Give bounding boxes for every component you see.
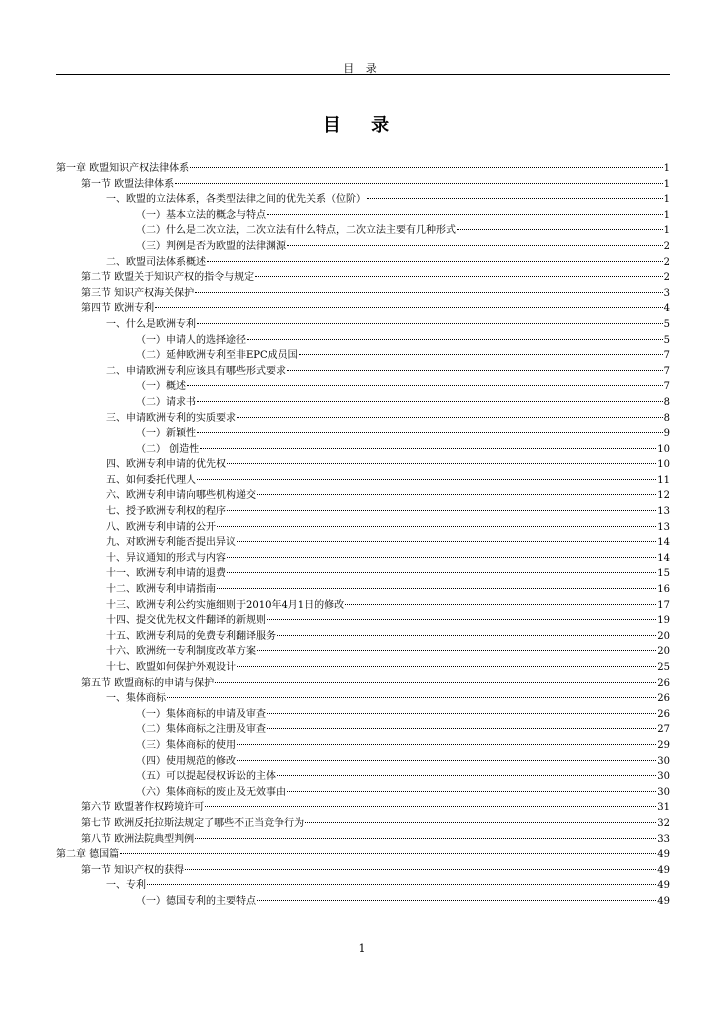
toc-entry-label: 第六节 欧盟著作权跨境许可 <box>81 802 205 814</box>
toc-entry-label: 第五节 欧盟商标的申请与保护 <box>81 677 215 689</box>
toc-entry-page: 29 <box>657 739 670 751</box>
dot-leader <box>197 401 663 402</box>
dot-leader <box>345 604 656 605</box>
running-header: 目 录 <box>343 62 381 75</box>
toc-entry[interactable] <box>56 208 670 224</box>
toc-entry-page: 33 <box>657 833 670 845</box>
toc-entry-page: 25 <box>657 662 670 673</box>
toc-entry-page: 1 <box>663 209 670 221</box>
toc-entry-label: （一）概述 <box>136 381 186 393</box>
toc-entry-page: 1 <box>663 163 670 174</box>
dot-leader <box>457 229 663 230</box>
toc-entry-label: 第八节 欧洲法院典型判例 <box>81 833 195 845</box>
toc-entry-page: 1 <box>663 225 670 237</box>
toc-entry-label: 一、专利 <box>106 880 146 892</box>
toc-entry[interactable] <box>56 582 670 598</box>
toc-entry-label: 第二章 德国篇 <box>56 849 120 861</box>
toc-entry-label: （一）德国专利的主要特点 <box>136 895 256 907</box>
toc-entry[interactable] <box>56 613 670 629</box>
dot-leader <box>217 588 656 589</box>
toc-entry[interactable] <box>56 348 670 364</box>
toc-entry-label: （二） 创造性 <box>136 443 200 455</box>
dot-leader <box>287 791 656 792</box>
toc-entry-page: 10 <box>657 459 670 471</box>
toc-entry[interactable] <box>56 301 670 317</box>
dot-leader <box>227 463 656 464</box>
toc-entry[interactable] <box>56 426 670 442</box>
toc-entry-label: 五、如何委托代理人 <box>106 474 196 486</box>
table-of-contents <box>56 161 670 910</box>
toc-entry-label: 十四、提交优先权文件翻译的新规则 <box>106 615 266 627</box>
toc-entry-page: 11 <box>657 474 670 486</box>
toc-entry[interactable] <box>56 644 670 660</box>
toc-entry[interactable] <box>56 364 670 380</box>
toc-entry-label: 三、申请欧洲专利的实质要求 <box>106 412 236 424</box>
toc-entry-label: 第二节 欧盟关于知识产权的指令与规定 <box>81 272 255 284</box>
toc-entry-page: 49 <box>657 895 670 907</box>
dot-leader <box>299 354 663 355</box>
toc-entry-label: 二、欧盟司法体系概述 <box>106 256 206 268</box>
toc-entry-label: 第一章 欧盟知识产权法律体系 <box>56 163 190 174</box>
toc-entry[interactable] <box>56 333 670 349</box>
toc-entry-page: 4 <box>663 303 670 315</box>
toc-entry[interactable] <box>56 754 670 770</box>
dot-leader <box>195 292 662 293</box>
toc-entry[interactable] <box>56 769 670 785</box>
dot-leader <box>187 385 663 386</box>
dot-leader <box>277 775 656 776</box>
toc-entry-label: 八、欧洲专利申请的公开 <box>106 521 216 533</box>
dot-leader <box>257 650 656 651</box>
dot-leader <box>287 370 663 371</box>
toc-entry-page: 8 <box>663 412 670 424</box>
toc-entry-page: 12 <box>657 490 670 502</box>
toc-entry-label: （五）可以提起侵权诉讼的主体 <box>136 771 276 783</box>
toc-entry[interactable] <box>56 270 670 286</box>
dot-leader <box>257 900 656 901</box>
toc-entry-page: 15 <box>657 568 670 580</box>
toc-entry[interactable] <box>56 878 670 894</box>
toc-entry[interactable] <box>56 177 670 193</box>
toc-entry-label: （一）基本立法的概念与特点 <box>136 209 266 221</box>
toc-entry[interactable] <box>56 457 670 473</box>
toc-entry[interactable] <box>56 442 670 458</box>
toc-entry-label: 第四节 欧洲专利 <box>81 303 155 315</box>
toc-entry[interactable] <box>56 520 670 536</box>
toc-entry-page: 7 <box>663 381 670 393</box>
dot-leader <box>227 572 656 573</box>
toc-entry-page: 2 <box>663 240 670 252</box>
toc-entry-page: 19 <box>657 615 670 627</box>
dot-leader <box>147 884 656 885</box>
toc-entry-page: 14 <box>657 537 670 549</box>
toc-entry[interactable] <box>56 832 670 848</box>
toc-entry[interactable] <box>56 161 670 177</box>
toc-entry[interactable] <box>56 707 670 723</box>
dot-leader <box>195 838 656 839</box>
dot-leader <box>185 869 656 870</box>
dot-leader <box>237 760 656 761</box>
toc-entry-label: 第一节 知识产权的获得 <box>81 864 185 876</box>
dot-leader <box>237 417 663 418</box>
page-title: 目 录 <box>322 115 402 136</box>
toc-entry-label: 四、欧洲专利申请的优先权 <box>106 459 226 471</box>
dot-leader <box>367 198 663 199</box>
toc-entry-page: 1 <box>663 178 670 190</box>
toc-entry-page: 7 <box>663 350 670 362</box>
dot-leader <box>227 557 656 558</box>
toc-entry-page: 5 <box>663 334 670 346</box>
toc-entry-label: （二）什么是二次立法，二次立法有什么特点，二次立法主要有几种形式 <box>136 225 456 237</box>
toc-entry-page: 2 <box>663 256 670 268</box>
toc-entry-label: 十二、欧洲专利申请指南 <box>106 584 216 596</box>
dot-leader <box>247 339 663 340</box>
toc-entry[interactable] <box>56 504 670 520</box>
toc-entry[interactable] <box>56 785 670 801</box>
dot-leader <box>237 541 656 542</box>
toc-entry-label: 十三、欧洲专利公约实施细则于2010年4月1日的修改 <box>106 599 345 611</box>
toc-entry-page: 20 <box>657 630 670 642</box>
dot-leader <box>205 806 656 807</box>
toc-entry[interactable] <box>56 863 670 879</box>
dot-leader <box>257 494 656 495</box>
toc-entry-label: 十六、欧洲统一专利制度改革方案 <box>106 646 256 658</box>
toc-entry-page: 49 <box>657 880 670 892</box>
header-rule <box>56 74 670 75</box>
toc-entry-page: 26 <box>657 677 670 689</box>
dot-leader <box>155 307 662 308</box>
dot-leader <box>197 479 656 480</box>
toc-entry-page: 30 <box>657 771 670 783</box>
toc-entry[interactable] <box>56 738 670 754</box>
toc-entry-label: （六）集体商标的废止及无效事由 <box>136 786 286 798</box>
toc-entry-label: 第三节 知识产权海关保护 <box>81 287 195 299</box>
dot-leader <box>267 728 656 729</box>
dot-leader <box>255 276 662 277</box>
toc-entry-label: 七、授予欧洲专利权的程序 <box>106 506 226 518</box>
toc-entry[interactable] <box>56 411 670 427</box>
toc-entry[interactable] <box>56 894 670 910</box>
toc-entry-page: 16 <box>657 584 670 596</box>
dot-leader <box>277 635 656 636</box>
toc-entry[interactable] <box>56 223 670 239</box>
toc-entry[interactable] <box>56 691 670 707</box>
toc-entry-page: 49 <box>657 849 670 861</box>
toc-entry-page: 5 <box>663 318 670 330</box>
toc-entry-page: 3 <box>663 287 670 299</box>
toc-entry-page: 31 <box>657 802 670 814</box>
toc-entry-label: 第一节 欧盟法律体系 <box>81 178 175 190</box>
dot-leader <box>267 713 656 714</box>
toc-entry-label: 六、欧洲专利申请向哪些机构递交 <box>106 490 256 502</box>
toc-entry[interactable] <box>56 395 670 411</box>
toc-entry-page: 32 <box>657 817 670 829</box>
toc-entry-label: （三）集体商标的使用 <box>136 739 236 751</box>
dot-leader <box>190 167 662 168</box>
toc-entry-page: 27 <box>657 724 670 736</box>
dot-leader <box>175 183 662 184</box>
toc-entry-page: 30 <box>657 755 670 767</box>
toc-entry[interactable] <box>56 660 670 676</box>
toc-entry-page: 13 <box>657 521 670 533</box>
toc-entry[interactable] <box>56 239 670 255</box>
dot-leader <box>215 682 656 683</box>
toc-entry-label: 一、欧盟的立法体系，各类型法律之间的优先关系（位阶） <box>106 194 366 206</box>
dot-leader <box>267 214 663 215</box>
toc-entry-page: 7 <box>663 365 670 377</box>
toc-entry-page: 20 <box>657 646 670 658</box>
toc-entry[interactable] <box>56 473 670 489</box>
dot-leader <box>200 448 656 449</box>
toc-entry[interactable] <box>56 598 670 614</box>
toc-entry-label: 一、什么是欧洲专利 <box>106 318 196 330</box>
toc-entry-label: （二）请求书 <box>136 396 196 408</box>
toc-entry-page: 17 <box>657 599 670 611</box>
toc-entry-page: 1 <box>663 194 670 206</box>
toc-entry-page: 13 <box>657 506 670 518</box>
toc-entry-label: 第七节 欧洲反托拉斯法规定了哪些不正当竞争行为 <box>81 817 305 829</box>
toc-entry-label: 二、申请欧洲专利应该具有哪些形式要求 <box>106 365 286 377</box>
dot-leader <box>197 323 663 324</box>
dot-leader <box>197 432 663 433</box>
toc-entry-label: （二）集体商标之注册及审查 <box>136 724 266 736</box>
toc-entry-label: 十一、欧洲专利申请的退费 <box>106 568 226 580</box>
toc-entry-page: 8 <box>663 396 670 408</box>
toc-entry-page: 10 <box>657 443 670 455</box>
dot-leader <box>120 853 656 854</box>
toc-entry[interactable] <box>56 816 670 832</box>
toc-entry-label: 十五、欧洲专利局的免费专利翻译服务 <box>106 630 276 642</box>
toc-entry-page: 9 <box>663 428 670 440</box>
toc-entry[interactable] <box>56 317 670 333</box>
dot-leader <box>207 261 663 262</box>
toc-entry-page: 30 <box>657 786 670 798</box>
toc-entry[interactable] <box>56 566 670 582</box>
toc-entry-page: 26 <box>657 693 670 705</box>
toc-entry[interactable] <box>56 629 670 645</box>
toc-entry-label: 一、集体商标 <box>106 693 166 705</box>
toc-entry[interactable] <box>56 379 670 395</box>
dot-leader <box>217 526 656 527</box>
toc-entry[interactable] <box>56 488 670 504</box>
toc-entry[interactable] <box>56 192 670 208</box>
toc-entry-page: 26 <box>657 708 670 720</box>
page-number: 1 <box>358 942 366 955</box>
toc-entry[interactable] <box>56 286 670 302</box>
toc-entry-label: （一）新颖性 <box>136 428 196 440</box>
toc-entry-page: 14 <box>657 552 670 564</box>
dot-leader <box>287 245 663 246</box>
toc-entry-page: 2 <box>663 272 670 284</box>
toc-entry-label: （一）集体商标的申请及审查 <box>136 708 266 720</box>
toc-entry-label: 十、异议通知的形式与内容 <box>106 552 226 564</box>
dot-leader <box>305 822 656 823</box>
toc-entry-page: 49 <box>657 864 670 876</box>
dot-leader <box>167 697 656 698</box>
toc-entry[interactable] <box>56 676 670 692</box>
toc-entry[interactable] <box>56 551 670 567</box>
toc-entry-label: （四）使用规范的修改 <box>136 755 236 767</box>
dot-leader <box>237 744 656 745</box>
toc-entry[interactable] <box>56 722 670 738</box>
toc-entry[interactable] <box>56 800 670 816</box>
dot-leader <box>267 619 656 620</box>
toc-entry-label: 九、对欧洲专利能否提出异议 <box>106 537 236 549</box>
dot-leader <box>237 666 656 667</box>
toc-entry-label: （三）判例是否为欧盟的法律渊源 <box>136 240 286 252</box>
toc-entry[interactable] <box>56 255 670 271</box>
toc-entry-label: （二）延伸欧洲专利至非EPC成员国 <box>136 350 298 362</box>
toc-entry[interactable] <box>56 535 670 551</box>
toc-entry-label: （一）申请人的选择途径 <box>136 334 246 346</box>
toc-entry-label: 十七、欧盟如何保护外观设计 <box>106 662 236 673</box>
toc-entry[interactable] <box>56 847 670 863</box>
dot-leader <box>227 510 656 511</box>
